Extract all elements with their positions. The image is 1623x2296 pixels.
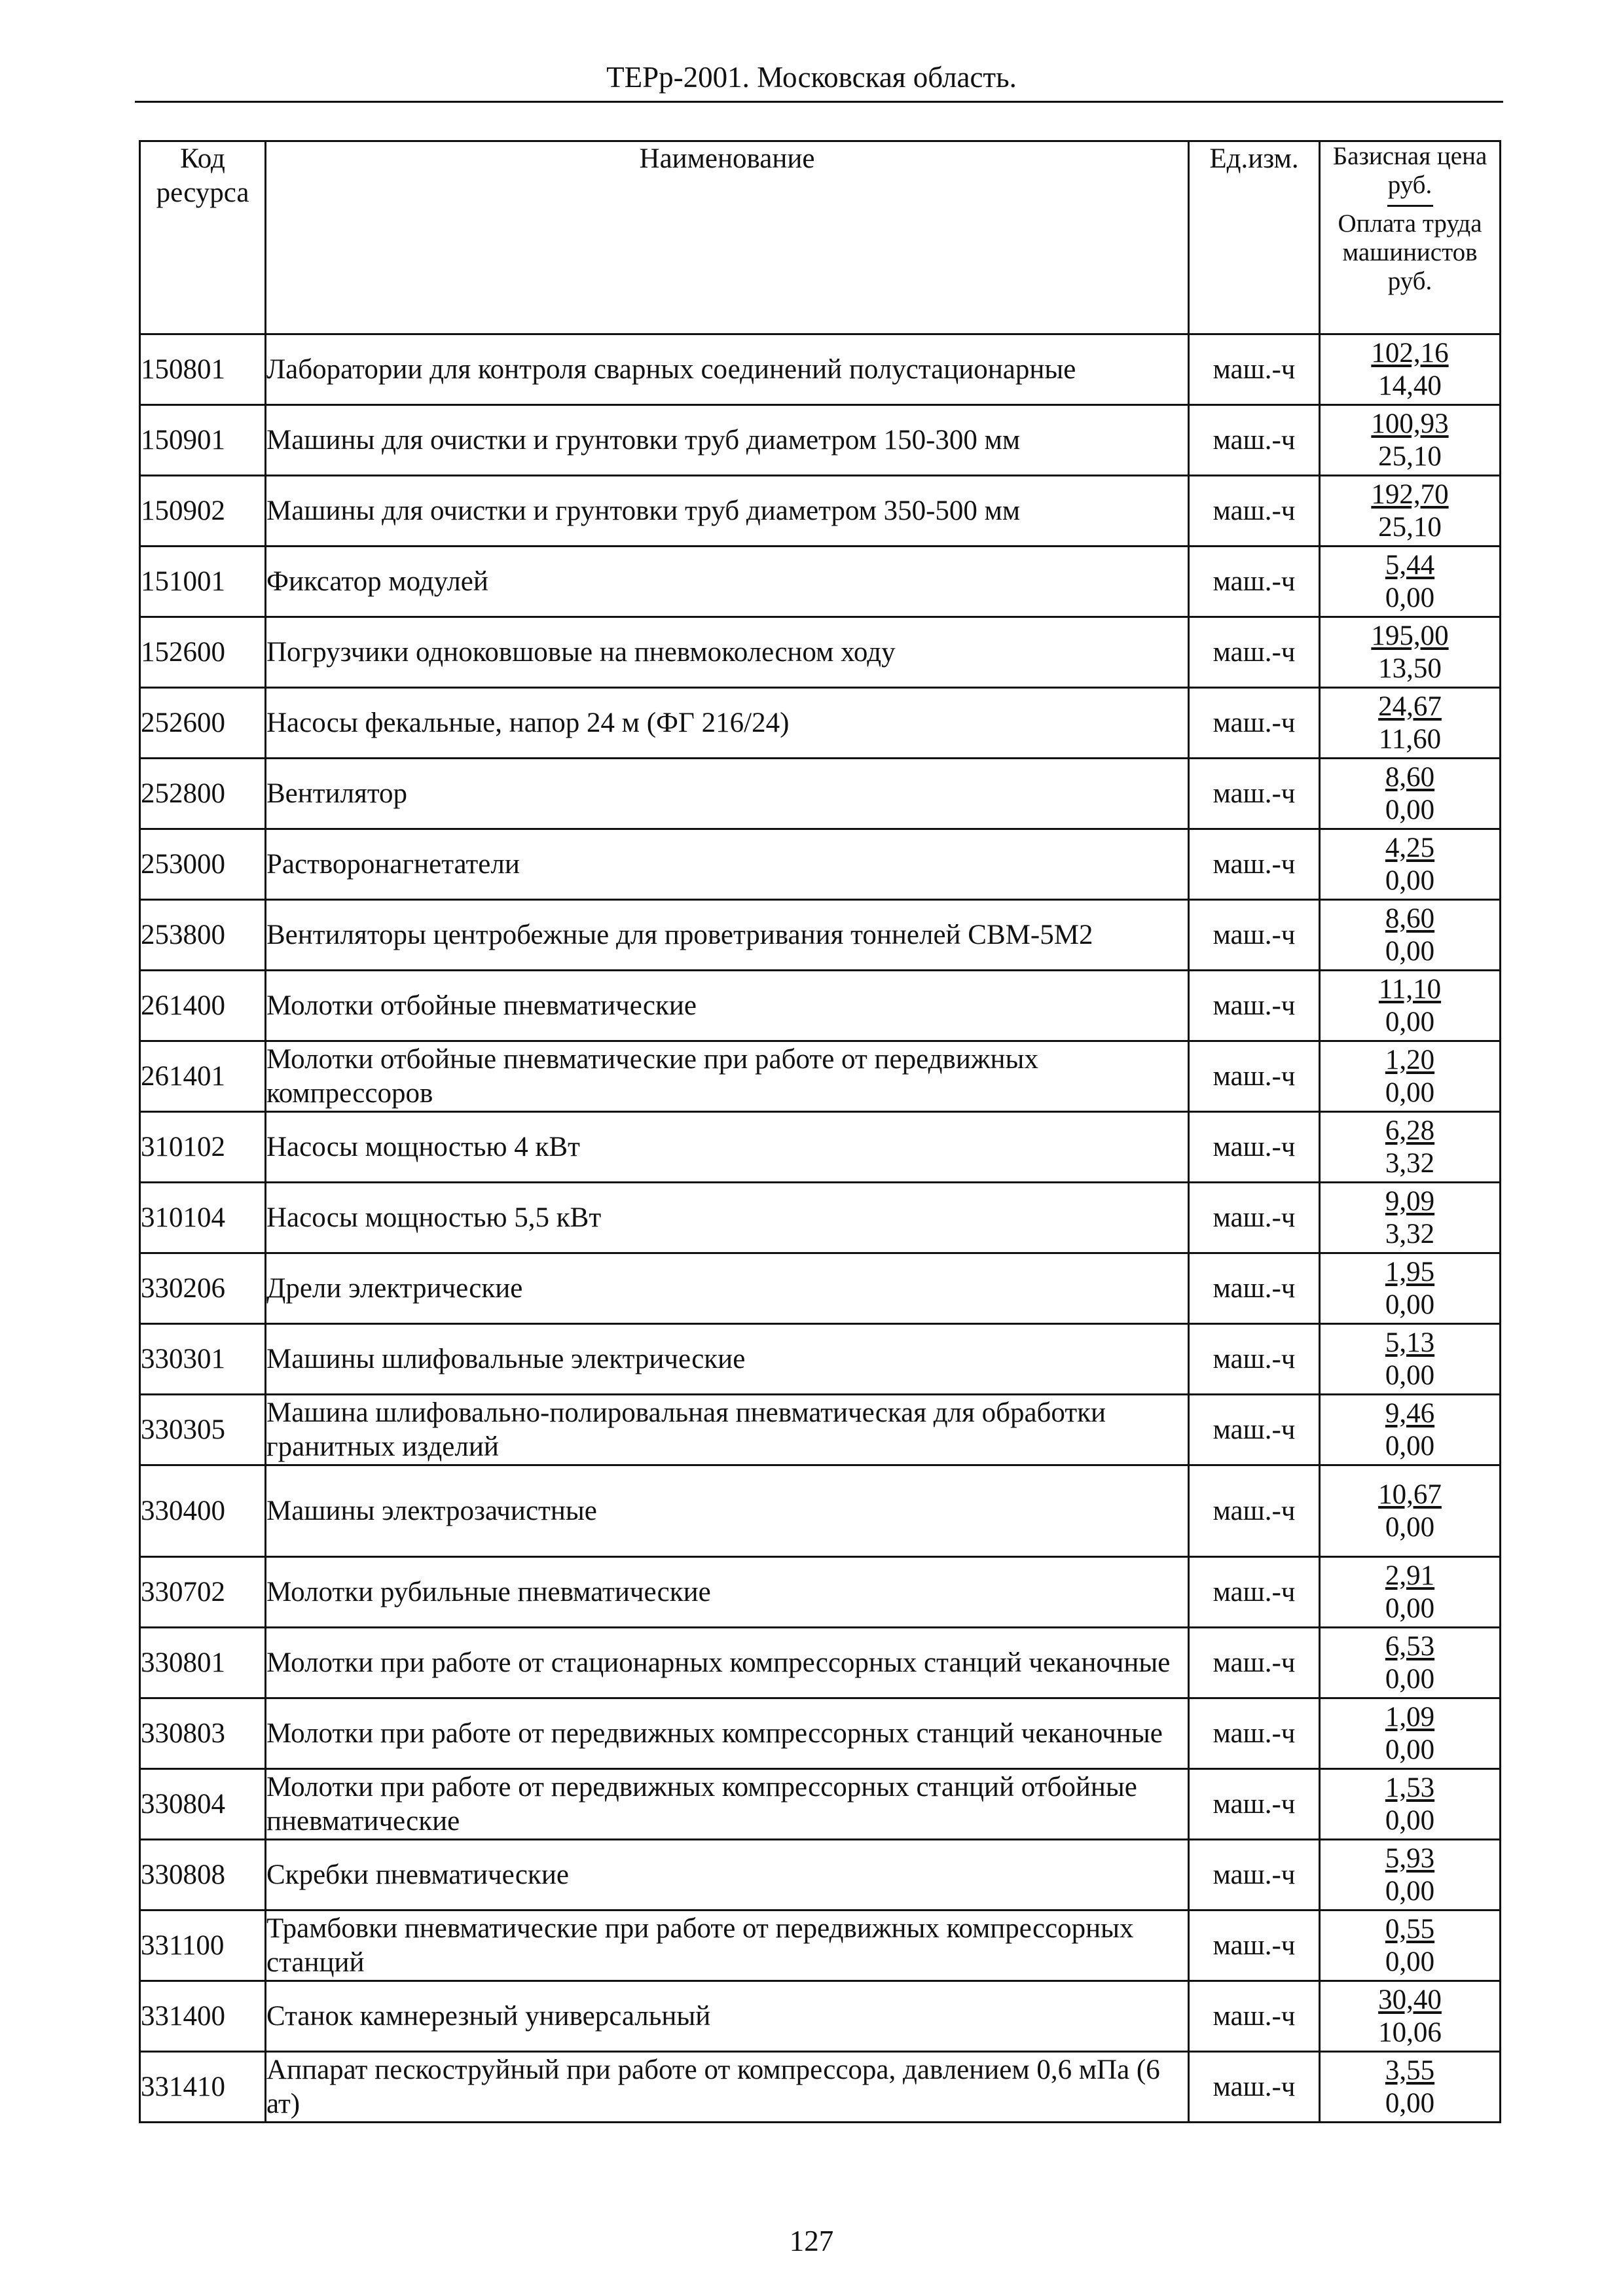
resource-code: 150901	[140, 405, 266, 476]
base-price: 9,09	[1385, 1185, 1435, 1217]
table-row	[140, 1557, 1501, 1628]
base-price: 192,70	[1371, 478, 1449, 510]
resource-name: Машины для очистки и грунтовки труб диаметром 150-300 мм	[266, 405, 1189, 476]
resource-price	[1320, 1041, 1501, 1112]
labor-price: 3,32	[1385, 1218, 1435, 1249]
resource-name: Машина шлифовально-полировальная пневматическая для обработки гранитных изделий	[266, 1395, 1189, 1465]
resource-unit: маш.-ч	[1189, 1253, 1320, 1324]
table-row	[140, 2052, 1501, 2123]
resource-name: Насосы мощностью 4 кВт	[266, 1112, 1189, 1183]
resource-name: Трамбовки пневматические при работе от передвижных компрессорных станций	[266, 1910, 1189, 1981]
base-price: 4,25	[1385, 832, 1435, 863]
base-price: 11,10	[1378, 973, 1442, 1005]
resource-price	[1320, 405, 1501, 476]
header-price-divider	[1387, 205, 1433, 207]
base-price: 2,91	[1385, 1560, 1435, 1591]
resource-code: 330808	[140, 1840, 266, 1910]
labor-price: 0,00	[1385, 1946, 1435, 1977]
resource-price	[1320, 1840, 1501, 1910]
resource-price	[1320, 2052, 1501, 2123]
resource-unit: маш.-ч	[1189, 1769, 1320, 1840]
resource-unit: маш.-ч	[1189, 1698, 1320, 1769]
table-header	[140, 141, 1501, 334]
table-row	[140, 759, 1501, 829]
resource-code: 330400	[140, 1465, 266, 1557]
resource-price	[1320, 1112, 1501, 1183]
resource-name: Насосы фекальные, напор 24 м (ФГ 216/24)	[266, 688, 1189, 759]
labor-price: 3,32	[1385, 1147, 1435, 1179]
base-price: 0,55	[1385, 1913, 1435, 1945]
table-row	[140, 405, 1501, 476]
resource-name: Молотки отбойные пневматические при работе от передвижных компрессоров	[266, 1041, 1189, 1112]
base-price: 195,00	[1371, 620, 1449, 651]
resource-name: Дрели электрические	[266, 1253, 1189, 1324]
resource-price	[1320, 1557, 1501, 1628]
resource-code: 252800	[140, 759, 266, 829]
base-price: 1,09	[1385, 1701, 1435, 1732]
resource-price	[1320, 900, 1501, 971]
base-price: 102,16	[1371, 337, 1449, 368]
resource-name: Насосы мощностью 5,5 кВт	[266, 1183, 1189, 1253]
table-row	[140, 1041, 1501, 1112]
base-price: 1,95	[1385, 1256, 1435, 1287]
resource-code: 330702	[140, 1557, 266, 1628]
resource-name: Лаборатории для контроля сварных соединений полустационарные	[266, 334, 1189, 405]
resource-code: 330803	[140, 1698, 266, 1769]
labor-price: 0,00	[1385, 794, 1435, 825]
resource-code: 252600	[140, 688, 266, 759]
base-price: 6,28	[1385, 1115, 1435, 1146]
base-price: 100,93	[1371, 408, 1449, 439]
resource-name: Машины для очистки и грунтовки труб диаметром 350-500 мм	[266, 476, 1189, 547]
labor-price: 0,00	[1385, 1592, 1435, 1624]
base-price: 1,53	[1385, 1772, 1435, 1803]
table-row	[140, 971, 1501, 1041]
table-row	[140, 1253, 1501, 1324]
labor-price: 0,00	[1385, 1804, 1435, 1836]
resource-price	[1320, 334, 1501, 405]
base-price: 6,53	[1385, 1630, 1435, 1662]
resource-code: 253800	[140, 900, 266, 971]
resource-name: Молотки отбойные пневматические	[266, 971, 1189, 1041]
table-row	[140, 1698, 1501, 1769]
resource-unit: маш.-ч	[1189, 1041, 1320, 1112]
resource-unit: маш.-ч	[1189, 617, 1320, 688]
resource-name: Скребки пневматические	[266, 1840, 1189, 1910]
resource-name: Вентилятор	[266, 759, 1189, 829]
resource-name: Молотки при работе от передвижных компрессорных станций чеканочные	[266, 1698, 1189, 1769]
resource-code: 261401	[140, 1041, 266, 1112]
resource-unit: маш.-ч	[1189, 1465, 1320, 1557]
resource-unit: маш.-ч	[1189, 1395, 1320, 1465]
table-row	[140, 1112, 1501, 1183]
resource-price	[1320, 1324, 1501, 1395]
resource-unit: маш.-ч	[1189, 547, 1320, 617]
table-row	[140, 617, 1501, 688]
resource-price	[1320, 971, 1501, 1041]
resource-code: 330305	[140, 1395, 266, 1465]
resource-price	[1320, 476, 1501, 547]
base-price: 5,13	[1385, 1327, 1435, 1358]
table-row	[140, 829, 1501, 900]
resource-price	[1320, 1769, 1501, 1840]
labor-price: 0,00	[1385, 1663, 1435, 1695]
labor-price: 0,00	[1385, 1006, 1435, 1037]
labor-price: 13,50	[1378, 653, 1442, 684]
resource-unit: маш.-ч	[1189, 688, 1320, 759]
labor-price: 0,00	[1385, 1359, 1435, 1391]
resource-unit: маш.-ч	[1189, 1910, 1320, 1981]
resource-unit: маш.-ч	[1189, 1324, 1320, 1395]
base-price: 24,67	[1378, 691, 1442, 722]
table-row	[140, 1324, 1501, 1395]
base-price: 5,44	[1385, 549, 1435, 581]
table-row	[140, 476, 1501, 547]
table-row	[140, 334, 1501, 405]
resource-code: 151001	[140, 547, 266, 617]
labor-price: 0,00	[1385, 1734, 1435, 1765]
resource-price	[1320, 1981, 1501, 2052]
resource-code: 310102	[140, 1112, 266, 1183]
table-row	[140, 900, 1501, 971]
page-header-title: ТЕРр-2001. Московская область.	[606, 61, 1017, 94]
labor-price: 0,00	[1385, 865, 1435, 896]
labor-price: 0,00	[1385, 1875, 1435, 1907]
column-header-code: Код ресурса	[140, 141, 266, 334]
resource-price	[1320, 1253, 1501, 1324]
resource-code: 310104	[140, 1183, 266, 1253]
labor-price: 0,00	[1385, 2087, 1435, 2119]
labor-price: 14,40	[1378, 370, 1442, 401]
resource-unit: маш.-ч	[1189, 1840, 1320, 1910]
resource-unit: маш.-ч	[1189, 900, 1320, 971]
table-body	[140, 334, 1501, 2123]
table-row	[140, 547, 1501, 617]
resource-code: 331410	[140, 2052, 266, 2123]
resource-price	[1320, 1465, 1501, 1557]
resource-code: 330206	[140, 1253, 266, 1324]
resource-unit: маш.-ч	[1189, 829, 1320, 900]
table-row	[140, 1769, 1501, 1840]
resource-unit: маш.-ч	[1189, 1183, 1320, 1253]
resource-code: 150801	[140, 334, 266, 405]
resource-unit: маш.-ч	[1189, 1112, 1320, 1183]
labor-price: 0,00	[1385, 1511, 1435, 1543]
base-price: 9,46	[1385, 1397, 1435, 1429]
resource-unit: маш.-ч	[1189, 971, 1320, 1041]
resource-name: Машины шлифовальные электрические	[266, 1324, 1189, 1395]
resource-price	[1320, 1628, 1501, 1698]
resource-name: Вентиляторы центробежные для проветривания тоннелей СВМ-5М2	[266, 900, 1189, 971]
table-row	[140, 688, 1501, 759]
labor-price: 11,60	[1378, 723, 1442, 755]
labor-price: 0,00	[1385, 1289, 1435, 1320]
base-price: 8,60	[1385, 761, 1435, 793]
column-header-price	[1320, 141, 1501, 334]
base-price: 1,20	[1385, 1044, 1435, 1075]
labor-price: 0,00	[1385, 1077, 1435, 1108]
column-header-price-base: Базисная цена руб.	[1332, 142, 1487, 199]
page-number: 127	[789, 2225, 834, 2257]
column-header-unit: Ед.изм.	[1189, 141, 1320, 334]
resource-price	[1320, 829, 1501, 900]
header-divider	[135, 101, 1503, 103]
resource-price	[1320, 1395, 1501, 1465]
resource-name: Машины электрозачистные	[266, 1465, 1189, 1557]
base-price: 3,55	[1385, 2054, 1435, 2086]
resource-price	[1320, 1183, 1501, 1253]
table-row	[140, 1395, 1501, 1465]
table-header-row	[140, 141, 1501, 334]
base-price: 5,93	[1385, 1842, 1435, 1874]
base-price: 8,60	[1385, 903, 1435, 934]
resource-name: Молотки при работе от передвижных компрессорных станций отбойные пневматические	[266, 1769, 1189, 1840]
labor-price: 0,00	[1385, 935, 1435, 967]
labor-price: 25,10	[1378, 440, 1442, 472]
base-price: 30,40	[1378, 1984, 1442, 2015]
resource-code: 331100	[140, 1910, 266, 1981]
resource-name: Погрузчики одноковшовые на пневмоколесном ходу	[266, 617, 1189, 688]
resource-code: 330801	[140, 1628, 266, 1698]
column-header-price-labor: Оплата труда машинистов руб.	[1338, 209, 1482, 295]
labor-price: 10,06	[1378, 2017, 1442, 2048]
resource-table	[139, 140, 1501, 2123]
resource-code: 152600	[140, 617, 266, 688]
table-row	[140, 1840, 1501, 1910]
resource-unit: маш.-ч	[1189, 476, 1320, 547]
base-price: 10,67	[1378, 1479, 1442, 1510]
labor-price: 0,00	[1385, 582, 1435, 613]
resource-price	[1320, 759, 1501, 829]
table-row	[140, 1465, 1501, 1557]
table-row	[140, 1628, 1501, 1698]
resource-price	[1320, 1698, 1501, 1769]
resource-code: 330804	[140, 1769, 266, 1840]
resource-name: Молотки при работе от стационарных компрессорных станций чеканочные	[266, 1628, 1189, 1698]
resource-price	[1320, 1910, 1501, 1981]
resource-unit: маш.-ч	[1189, 2052, 1320, 2123]
resource-code: 150902	[140, 476, 266, 547]
resource-name: Молотки рубильные пневматические	[266, 1557, 1189, 1628]
resource-unit: маш.-ч	[1189, 1628, 1320, 1698]
labor-price: 0,00	[1385, 1430, 1435, 1462]
table-row	[140, 1910, 1501, 1981]
resource-unit: маш.-ч	[1189, 1981, 1320, 2052]
resource-name: Аппарат пескоструйный при работе от компрессора, давлением 0,6 мПа (6 ат)	[266, 2052, 1189, 2123]
resource-code: 261400	[140, 971, 266, 1041]
table-row	[140, 1183, 1501, 1253]
resource-name: Фиксатор модулей	[266, 547, 1189, 617]
resource-code: 253000	[140, 829, 266, 900]
resource-unit: маш.-ч	[1189, 1557, 1320, 1628]
labor-price: 25,10	[1378, 511, 1442, 543]
resource-code: 331400	[140, 1981, 266, 2052]
resource-price	[1320, 547, 1501, 617]
resource-unit: маш.-ч	[1189, 334, 1320, 405]
resource-price	[1320, 688, 1501, 759]
resource-name: Станок камнерезный универсальный	[266, 1981, 1189, 2052]
resource-price	[1320, 617, 1501, 688]
resource-unit: маш.-ч	[1189, 759, 1320, 829]
resource-name: Растворонагнетатели	[266, 829, 1189, 900]
resource-code: 330301	[140, 1324, 266, 1395]
resource-unit: маш.-ч	[1189, 405, 1320, 476]
table-row	[140, 1981, 1501, 2052]
column-header-name: Наименование	[266, 141, 1189, 334]
